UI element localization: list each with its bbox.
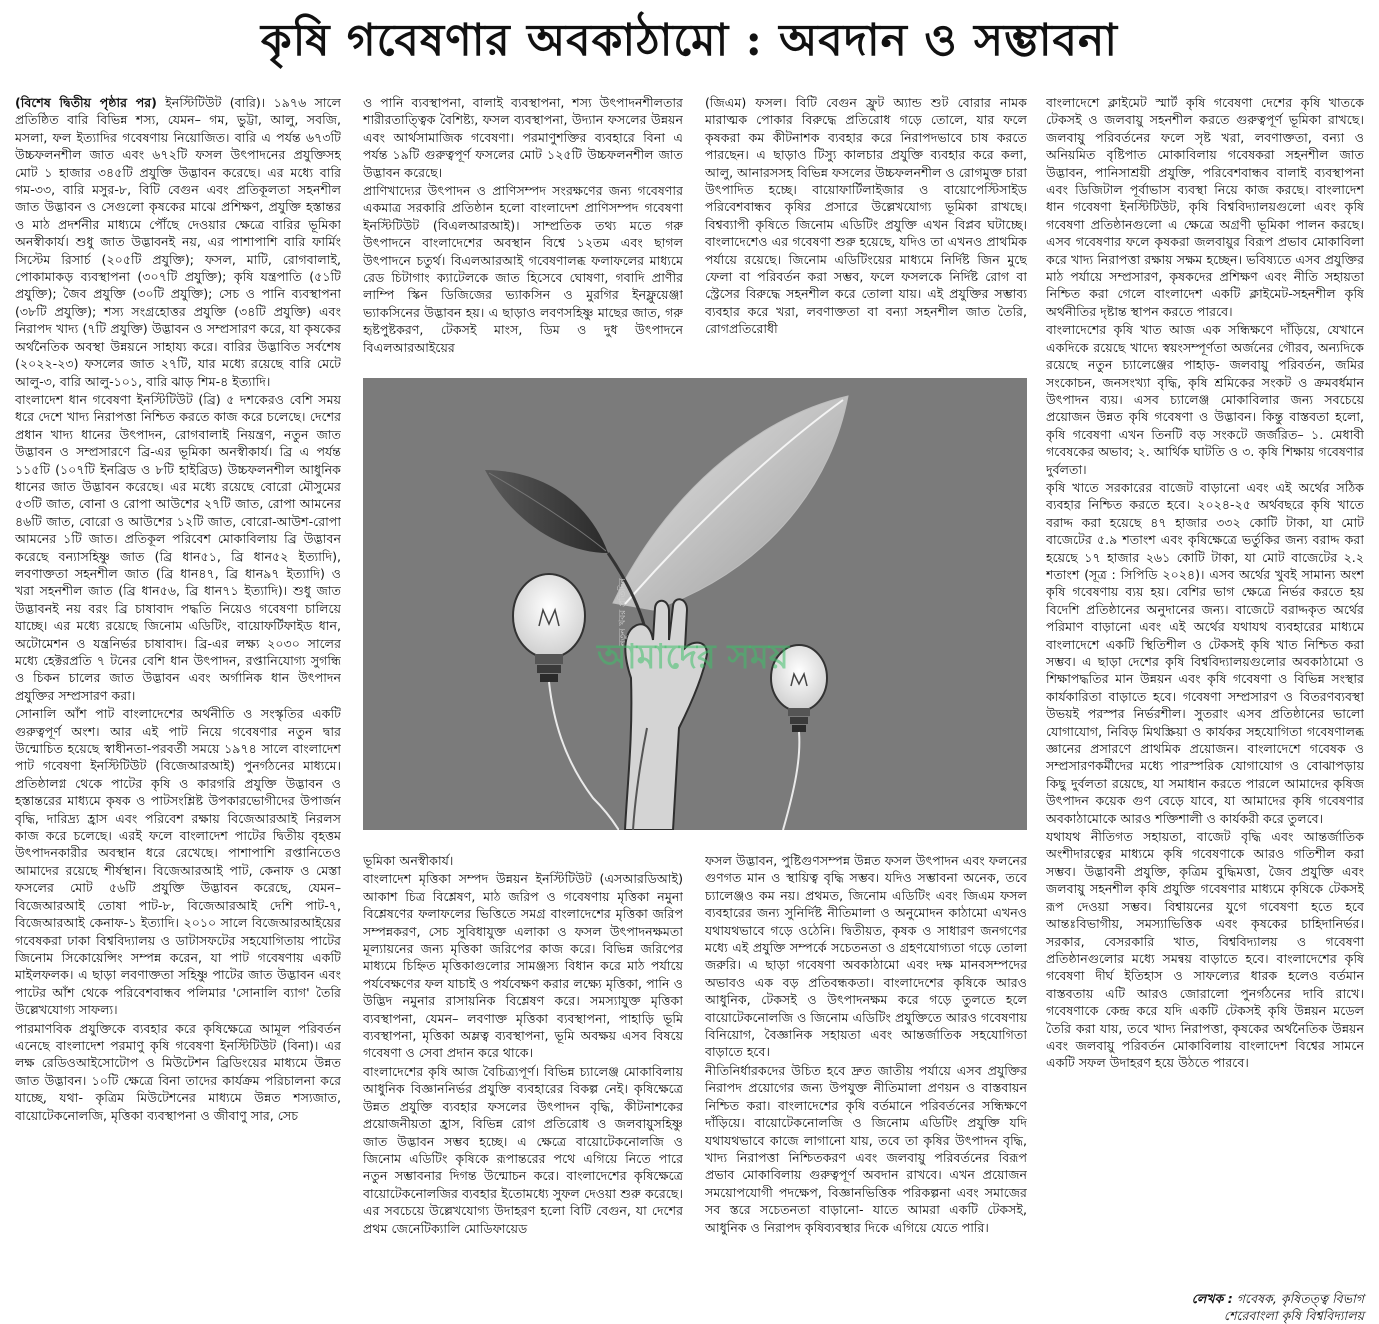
article-column-1 <box>15 94 341 1311</box>
paragraph: বাংলাদেশ ধান গবেষণা ইনস্টিটিউট (ব্রি) ৫ দশকেরও বেশি সময় ধরে দেশে খাদ্য নিরাপত্তা নিশ্চিত করতে কাজ করে চলেছে। দেশের প্রধান খাদ্য ধানের উৎপাদন, রোগবালাই নিয়ন্ত্রণ, নতুন জাত উদ্ভাবন ও সম্প্রসারণে ব্রি-এর ভূমিকা অনস্বীকার্য। ব্রি এ পর্যন্ত ১১৫টি (১০৭টি ইনব্রিড ও ৮টি হাইব্রিড) উচ্চফলনশীল আধুনিক ধানের জাত উদ্ভাবন করেছে। এর মধ্যে রয়েছে বোরো মৌসুমের ৫৩টি জাত, বোনা ও রোপা আউশের ২৭টি জাত, রোপা আমনের ৪৬টি জাত, বোরো ও আউশের ১২টি জাত, বোরো-আউশ-রোপা আমনের ১টি জাত। প্রতিকূল পরিবেশ মোকাবিলায় ব্রি উদ্ভাবন করেছে বন্যাসহিষ্ণু জাত (ব্রি ধান৫১, ব্রি ধান৫২ ইত্যাদি), লবণাক্ততা সহনশীল জাত (ব্রি ধান৪৭, ব্রি ধান৯৭ ইত্যাদি) ও খরা সহনশীল জাত (ব্রি ধান৫৬, ব্রি ধান৭১ ইত্যাদি)। শুধু জাত উদ্ভাবনই নয় বরং ব্রি চাষাবাদ পদ্ধতি নিয়েও গবেষণা চালিয়ে যাচ্ছে। এর মধ্যে রয়েছে জিনোম এডিটিং, বায়োফর্টিফাইড ধান, অটোমেশন ও যন্ত্রনির্ভর চাষাবাদ। ব্রি-এর লক্ষ্য ২০৩০ সালের মধ্যে হেক্টরপ্রতি ৭ টনের বেশি ধান উৎপাদন, রপ্তানিযোগ্য সুগন্ধি ও চিকন চালের জাত উদ্ভাবন এবং অর্গানিক ধান উৎপাদন প্রযুক্তির সম্প্রসারণ করা। <box>15 391 341 703</box>
headline: কৃষি গবেষণার অবকাঠামো : অবদান ও সম্ভাবনা <box>260 15 1119 66</box>
paragraph: বাংলাদেশে ক্লাইমেট স্মার্ট কৃষি গবেষণা দেশের কৃষি খাতকে টেকসই ও জলবায়ু সহনশীল করতে গুরুত্বপূর্ণ ভূমিকা রাখছে। জলবায়ু পরিবর্তনের ফলে সৃষ্ট খরা, লবণাক্ততা, বন্যা ও অনিয়মিত বৃষ্টিপাত মোকাবিলায় গবেষকরা সহনশীল জাত উদ্ভাবন, পানিসাশ্রয়ী প্রযুক্তি, পরিবেশবান্ধব বালাই ব্যবস্থাপনা এবং ডিজিটাল পূর্বাভাস ব্যবস্থা নিয়ে কাজ করছে। বাংলাদেশ ধান গবেষণা ইনস্টিটিউট, কৃষি বিশ্ববিদ্যালয়গুলো এবং কৃষি গবেষণা প্রতিষ্ঠানগুলো এ ক্ষেত্রে অগ্রণী ভূমিকা পালন করছে। এসব গবেষণার ফলে কৃষকরা জলবায়ুর বিরূপ প্রভাব মোকাবিলা করে খাদ্য নিরাপত্তা রক্ষায় সক্ষম হচ্ছেন। ভবিষ্যতে এসব প্রযুক্তির মাঠ পর্যায়ে সম্প্রসারণ, কৃষকদের প্রশিক্ষণ এবং নীতি সহায়তা নিশ্চিত করা গেলে বাংলাদেশ একটি ক্লাইমেট-সহনশীল কৃষি অর্থনীতির দৃষ্টান্ত স্থাপন করতে পারবে। <box>1046 95 1364 319</box>
paragraph: নীতিনির্ধারকদের উচিত হবে দ্রুত জাতীয় পর্যায়ে এসব প্রযুক্তির নিরাপদ প্রয়োগের জন্য উপযুক্ত নীতিমালা প্রণয়ন ও বাস্তবায়ন নিশ্চিত করা। বাংলাদেশের কৃষি বর্তমানে পরিবর্তনের সন্ধিক্ষণে দাঁড়িয়ে। বায়োটেকনোলজি ও জিনোম এডিটিং প্রযুক্তি যদি যথাযথভাবে কাজে লাগানো যায়, তবে তা কৃষির উৎপাদন বৃদ্ধি, খাদ্য নিরাপত্তা নিশ্চিতকরণ এবং জলবায়ু পরিবর্তনের বিরূপ প্রভাব মোকাবিলায় গুরুত্বপূর্ণ অবদান রাখবে। এখন প্রয়োজন সময়োপযোগী পদক্ষেপ, বিজ্ঞানভিত্তিক পরিকল্পনা এবং সমাজের সব স্তরে সচেতনতা বাড়ানো- যাতে আমরা একটি টেকসই, আধুনিক ও নিরাপদ কৃষিব্যবস্থার দিকে এগিয়ে যেতে পারি। <box>705 1062 1027 1235</box>
byline-line2: শেরেবাংলা কৃষি বিশ্ববিদ্যালয় <box>1223 1308 1364 1323</box>
paragraph: কৃষি খাতে সরকারের বাজেট বাড়ানো এবং এই অর্থের সঠিক ব্যবহার নিশ্চিত করতে হবে। ২০২৪-২৫ অর্থবছরে কৃষি খাতে বরাদ্দ করা হয়েছে ৪৭ হাজার ৩৩২ কোটি টাকা, যা মোট বাজেটের ৫.৯ শতাংশ এবং কৃষিক্ষেত্রে ভর্তুকির জন্য বরাদ্দ করা হয়েছে ১৭ হাজার ২৬১ কোটি টাকা, যা মোট বাজেটের ২.২ শতাংশ (সূত্র : সিপিডি ২০২৪)। এসব অর্থের খুবই সামান্য অংশ কৃষি গবেষণায় ব্যয় হয়। বেশির ভাগ ক্ষেত্রে নির্ভর করতে হয় বিদেশি প্রতিষ্ঠানের অনুদানের জন্য। বাজেটে বরাদ্দকৃত অর্থের পরিমাণ বাড়ানো এবং এই অর্থের যথাযথ ব্যবহারের মাধ্যমে বাংলাদেশে একটি স্থিতিশীল ও টেকসই কৃষি খাত নিশ্চিত করা সম্ভব। এ ছাড়া দেশের কৃষি বিশ্ববিদ্যালয়গুলোর অবকাঠামো ও শিক্ষাপদ্ধতির মান উন্নয়ন এবং কৃষি গবেষণা ও বিভিন্ন সংস্থার কার্যকারিতা বাড়াতে হবে। গবেষণা সম্প্রসারণ ও বিতরণব্যবস্থা উভয়ই পরস্পর নির্ভরশীল। সুতরাং এসব প্রতিষ্ঠানের ভালো যোগাযোগ, নিবিড় মিথস্ক্রিয়া ও কার্যকর সহযোগিতা গবেষণালব্ধ জ্ঞানের প্রসারণে প্রাথমিক প্রয়োজন। বাংলাদেশে গবেষক ও সম্প্রসারণকর্মীদের মধ্যে পারস্পরিক যোগাযোগ ও বোঝাপড়ায় কিছু দুর্বলতা রয়েছে, যা সমাধান করতে পারলে আমাদের কৃষিজ উৎপাদন কয়েক গুণ বেড়ে যাবে, যা আমাদের কৃষি গবেষণার অবকাঠামোকে আরও শক্তিশালী ও কার্যকরী করে তুলবে। <box>1046 479 1364 826</box>
article-column-3-top <box>705 94 1027 370</box>
article-column-2-top <box>363 94 683 370</box>
paragraph: বাংলাদেশের কৃষি খাত আজ এক সন্ধিক্ষণে দাঁড়িয়ে, যেখানে একদিকে রয়েছে খাদ্যে স্বয়ংসম্পূর্ণতা অর্জনের গৌরব, অন্যদিকে রয়েছে নতুন চ্যালেঞ্জের পাহাড়- জলবায়ু পরিবর্তন, জমির সংকোচন, জনসংখ্যা বৃদ্ধি, কৃষি শ্রমিকের সংকট ও ক্রমবর্ধমান উৎপাদন ব্যয়। এসব চ্যালেঞ্জ মোকাবিলার জন্য সবচেয়ে প্রয়োজন উন্নত কৃষি গবেষণা ও উদ্ভাবন। কিন্তু বাস্তবতা হলো, কৃষি গবেষণা এখন তিনটি বড় সংকটে জর্জরিত– ১. মেধাবী গবেষকের অভাব; ২. আর্থিক ঘাটতি ও ৩. কৃষি শিক্ষায় গবেষণার দুর্বলতা। <box>1046 322 1364 477</box>
watermark-small: নতুন খবর প্রতিদিন <box>618 578 628 646</box>
continuation-lead: (বিশেষ দ্বিতীয় পৃষ্ঠার পর) <box>15 95 157 110</box>
paragraph: বাংলাদেশ মৃত্তিকা সম্পদ উন্নয়ন ইনস্টিটিউট (এসআরডিআই) আকাশ চিত্র বিশ্লেষণ, মাঠ জরিপ ও গবেষণায় মৃত্তিকা নমুনা বিশ্লেষণের ফলাফলের ভিত্তিতে সমগ্র বাংলাদেশের মৃত্তিকা জরিপ সম্পন্নকরণ, সেচ সুবিধাযুক্ত এলাকা ও ফসল উৎপাদনক্ষমতা মূল্যায়নের জন্য মৃত্তিকা জরিপের কাজ করে। বিভিন্ন জরিপের মাধ্যমে চিহ্নিত মৃত্তিকাগুলোর সামঞ্জস্য বিধান করে মাঠ পর্যায়ে পর্যবেক্ষণের ফল যাচাই ও পর্যবেক্ষণ করার লক্ষ্যে মৃত্তিকা, পানি ও উদ্ভিদ নমুনার রাসায়নিক বিশ্লেষণ করে। সমস্যাযুক্ত মৃত্তিকা ব্যবস্থাপনা, যেমন– লবণাক্ত মৃত্তিকা ব্যবস্থাপনা, পাহাড়ি ভূমি ব্যবস্থাপনা, মৃত্তিকা অম্লত্ব ব্যবস্থাপনা, ভূমি অবক্ষয় এসব বিষয়ে গবেষণা ও সেবা প্রদান করে থাকে। <box>363 871 683 1061</box>
paragraph: (জিএম) ফসল। বিটি বেগুন ফ্রুট অ্যান্ড শুট বোরার নামক মারাত্মক পোকার বিরুদ্ধে প্রতিরোধ গড়ে তোলে, যার ফলে কৃষকরা কম কীটনাশক ব্যবহার করে নিরাপদভাবে চাষ করতে পারছেন। এ ছাড়াও টিস্যু কালচার প্রযুক্তি ব্যবহার করে কলা, আলু, আনারসসহ বিভিন্ন ফসলের উচ্চফলনশীল ও রোগমুক্ত চারা উৎপাদিত হচ্ছে। বায়োফার্টিলাইজার ও বায়োপেস্টিসাইড পরিবেশবান্ধব কৃষির প্রসারে উল্লেখযোগ্য ভূমিকা রাখছে। বিশ্বব্যাপী কৃষিতে জিনোম এডিটিং প্রযুক্তি এখন বিপ্লব ঘটাচ্ছে। বাংলাদেশেও এর গবেষণা শুরু হয়েছে, যদিও তা এখনও প্রাথমিক পর্যায়ে রয়েছে। জিনোম এডিটিংয়ের মাধ্যমে নির্দিষ্ট জিন মুছে ফেলা বা পরিবর্তন করা সম্ভব, ফলে ফসলকে নির্দিষ্ট রোগ বা স্ট্রেসের বিরুদ্ধে সহনশীল করে তোলা যায়। এই প্রযুক্তির সম্ভাব্য ব্যবহার করে খরা, লবণাক্ততা বা বন্যা সহনশীল জাত তৈরি, রোগপ্রতিরোধী <box>705 95 1027 337</box>
paragraph: (বিশেষ দ্বিতীয় পৃষ্ঠার পর) ইনস্টিটিউট (বারি)। ১৯৭৬ সালে প্রতিষ্ঠিত বারি বিভিন্ন শস্য, যেমন– গম, ভুট্টা, আলু, সবজি, মসলা, ফল ইত্যাদির গবেষণায় নিয়োজিত। বারি এ পর্যন্ত ৬৭৩টি উচ্চফলনশীল জাত এবং ৬৭২টি ফসল উৎপাদনের প্রযুক্তিসহ মোট ১ হাজার ৩৪৫টি প্রযুক্তি উদ্ভাবন করেছে। এর মধ্যে বারি গম-৩৩, বারি মসুর-৮, বিটি বেগুন এবং প্রতিকূলতা সহনশীল জাত উদ্ভাবন ও সেগুলো কৃষকের মাঝে প্রশিক্ষণ, প্রযুক্তি হস্তান্তর ও মাঠ প্রদর্শনীর মাধ্যমে পৌঁছে দেওয়ার ক্ষেত্রে বারির ভূমিকা অনস্বীকার্য। শুধু জাত উদ্ভাবনই নয়, এর পাশাপাশি বারি ফার্মিং সিস্টেম রিসার্চ (২০৫টি প্রযুক্তি); ফসল, মাটি, রোগবালাই, পোকামাকড় ব্যবস্থাপনা (৩০৭টি প্রযুক্তি); কৃষি যন্ত্রপাতি (৫১টি প্রযুক্তি); জৈব প্রযুক্তি (৩০টি প্রযুক্তি); সেচ ও পানি ব্যবস্থাপনা (৩৮টি প্রযুক্তি); শস্য সংগ্রহোত্তর প্রযুক্তি (৩৪টি প্রযুক্তি) এবং নিরাপদ খাদ্য (৭টি প্রযুক্তি) উদ্ভাবন ও সম্প্রসারণ করে, যা কৃষকের অর্থনৈতিক অবস্থা উন্নয়নে সাহায্য করে। বারির উদ্ভাবিত সর্বশেষ (২০২২-২৩) ফসলের জাত ২৭টি, যার মধ্যে রয়েছে বারি মেটে আলু-৩, বারি আলু-১০১, বারি ঝাড় শিম-৪ ইত্যাদি। <box>15 95 341 389</box>
paragraph: ফসল উদ্ভাবন, পুষ্টিগুণসম্পন্ন উন্নত ফসল উৎপাদন এবং ফলনের গুণগত মান ও স্থায়িত্ব বৃদ্ধি সম্ভব। যদিও সম্ভাবনা অনেক, তবে চ্যালেঞ্জও কম নয়। প্রথমত, জিনোম এডিটিং এবং জিএম ফসল ব্যবহারের জন্য সুনির্দিষ্ট নীতিমালা ও অনুমোদন কাঠামো এখনও যথাযথভাবে গড়ে ওঠেনি। দ্বিতীয়ত, কৃষক ও সাধারণ জনগণের মধ্যে এই প্রযুক্তি সম্পর্কে সচেতনতা ও গ্রহণযোগ্যতা গড়ে তোলা জরুরি। এ ছাড়া গবেষণা অবকাঠামো এবং দক্ষ মানবসম্পদের অভাবও এক বড় প্রতিবন্ধকতা। বাংলাদেশের কৃষিকে আরও আধুনিক, টেকসই ও উৎপাদনক্ষম করে গড়ে তুলতে হলে বায়োটেকনোলজি ও জিনোম এডিটিং প্রযুক্তিতে আরও গবেষণায় বিনিয়োগ, বৈজ্ঞানিক সহায়তা এবং আন্তর্জাতিক সহযোগিতা বাড়াতে হবে। <box>705 853 1027 1060</box>
article-column-2-bottom <box>363 852 683 1311</box>
paragraph: বাংলাদেশের কৃষি আজ বৈচিত্র্যপূর্ণ। বিভিন্ন চ্যালেঞ্জ মোকাবিলায় আধুনিক বিজ্ঞাননির্ভর প্রযুক্তি ব্যবহারের বিকল্প নেই। কৃষিক্ষেত্রে উন্নত প্রযুক্তি ব্যবহার ফসলের উৎপাদন বৃদ্ধি, কীটনাশকের প্রয়োজনীয়তা হ্রাস, বিভিন্ন রোগ প্রতিরোধ ও জলবায়ুসহিষ্ণু জাত উদ্ভাবন সম্ভব হচ্ছে। এ ক্ষেত্রে বায়োটেকনোলজি ও জিনোম এডিটিং কৃষিকে রূপান্তরের পথে এগিয়ে নিতে পারে নতুন সম্ভাবনার দিগন্ত উন্মোচন করে। বাংলাদেশের কৃষিক্ষেত্রে বায়োটেকনোলজির ব্যবহার ইতোমধ্যে সুফল দেওয়া শুরু করেছে। এর সবচেয়ে উল্লেখযোগ্য উদাহরণ হলো বিটি বেগুন, যা দেশের প্রথম জেনেটিক্যালি মোডিফায়েড <box>363 1063 683 1236</box>
byline-line1: গবেষক, কৃষিতত্ত্ব বিভাগ <box>1236 1291 1364 1306</box>
paragraph: পারমাণবিক প্রযুক্তিকে ব্যবহার করে কৃষিক্ষেত্রে আমূল পরিবর্তন এনেছে বাংলাদেশ পরমাণু কৃষি গবেষণা ইনস্টিটিউট (বিনা)। এর লক্ষ রেডিওআইসোটোপ ও মিউটেশন ব্রিডিংয়ের মাধ্যমে উন্নত জাত উদ্ভাবন। ১০টি ক্ষেত্রে বিনা তাদের কার্যক্রম পরিচালনা করে যাচ্ছে, যথা- কৃত্রিম মিউটেশনের মাধ্যমে উন্নত শস্যজাত, বায়োটেকনোলজি, মৃত্তিকা ব্যবস্থাপনা ও জীবাণু সার, সেচ <box>15 1020 341 1123</box>
author-byline <box>1046 1290 1364 1324</box>
article-column-3-bottom <box>705 852 1027 1311</box>
paragraph: প্রাণিখাদ্যের উৎপাদন ও প্রাণিসম্পদ সংরক্ষণের জন্য গবেষণার একমাত্র সরকারি প্রতিষ্ঠান হলো বাংলাদেশ প্রাণিসম্পদ গবেষণা ইনস্টিটিউট (বিএলআরআই)। সাম্প্রতিক তথ্য মতে গরু উৎপাদনে বাংলাদেশের অবস্থান বিশ্বে ১২তম এবং ছাগল উৎপাদনে চতুর্থ। বিএলআরআই গবেষণালব্ধ ফলাফলের মাধ্যমে রেড চিটাগাং ক্যাটেলকে জাত হিসেবে ঘোষণা, গবাদি প্রাণীর লাম্পি স্কিন ডিজিজের ভ্যাকসিন ও মুরগির ইনফ্লুয়েঞ্জা ভ্যাকসিনের উদ্ভাবন হয়। এ ছাড়াও লবণসহিষ্ণু মাছের জাত, গরু হৃষ্টপুষ্টকরণ, টেকসই মাংস, ডিম ও দুধ উৎপাদনে বিএলআরআইয়ের <box>363 183 683 355</box>
byline-label: লেখক : <box>1191 1291 1233 1306</box>
paragraph: ও পানি ব্যবস্থাপনা, বালাই ব্যবস্থাপনা, শস্য উৎপাদনশীলতার শারীরতাত্ত্বিক বৈশিষ্ট্য, ফসল ব্যবস্থাপনা, উদ্যান ফসলের উন্নয়ন এবং আর্থসামাজিক গবেষণা। পরমাণুশক্তির ব্যবহারে বিনা এ পর্যন্ত ১৯টি গুরুত্বপূর্ণ ফসলের মোট ১২৫টি উচ্চফলনশীল জাত উদ্ভাবন করেছে। <box>363 95 683 180</box>
paragraph: যথাযথ নীতিগত সহায়তা, বাজেট বৃদ্ধি এবং আন্তর্জাতিক অংশীদারত্বের মাধ্যমে কৃষি গবেষণাকে আরও গতিশীল করা সম্ভব। উদ্ভাবনী প্রযুক্তি, কৃত্রিম বুদ্ধিমত্তা, জৈব প্রযুক্তি এবং জলবায়ু সহনশীল কৃষি প্রযুক্তি গবেষণার মাধ্যমে কৃষিকে টেকসই রূপ দেওয়া সম্ভব। বিশ্বায়নের যুগে গবেষণা হতে হবে আন্তঃবিভাগীয়, সমস্যাভিত্তিক এবং কৃষকের চাহিদানির্ভর। সরকার, বেসরকারি খাত, বিশ্ববিদ্যালয় ও গবেষণা প্রতিষ্ঠানগুলোর মধ্যে সমন্বয় বাড়াতে হবে। বাংলাদেশের কৃষি গবেষণা দীর্ঘ ইতিহাস ও সাফল্যের ধারক হলেও বর্তমান বাস্তবতায় এটি আরও জোরালো পুনর্গঠনের দাবি রাখে। গবেষণাকে কেন্দ্র করে যদি একটি টেকসই কৃষি উন্নয়ন মডেল তৈরি করা যায়, তবে খাদ্য নিরাপত্তা, কৃষকের অর্থনৈতিক উন্নয়ন এবং জলবায়ু পরিবর্তন মোকাবিলায় বাংলাদেশ বিশ্বের সামনে একটি সফল উদাহরণ হয়ে উঠতে পারবে। <box>1046 829 1364 1071</box>
paragraph: সোনালি আঁশ পাট বাংলাদেশের অর্থনীতি ও সংস্কৃতির একটি গুরুত্বপূর্ণ অংশ। আর এই পাট নিয়ে গবেষণার নতুন দ্বার উন্মোচিত হয়েছে স্বাধীনতা-পরবর্তী সময়ে ১৯৭৪ সালে বাংলাদেশ পাট গবেষণা ইনস্টিটিউট (বিজেআরআই) পুনর্গঠনের মাধ্যমে। প্রতিষ্ঠালগ্ন থেকে পাটের কৃষি ও কারগরি প্রযুক্তি উদ্ভাবন ও হস্তান্তরের মাধ্যমে কৃষক ও পাটসংশ্লিষ্ট উপকারভোগীদের উপার্জন বৃদ্ধি, দারিদ্র্য হ্রাস এবং পরিবেশ রক্ষায় বিজেআরআই নিরলস কাজ করে চলেছে। এরই ফলে বাংলাদেশ পাটের দ্বিতীয় বৃহত্তম উৎপাদনকারীর অবস্থান ধরে রেখেছে। পাশাপাশি রপ্তানিতেও আমাদের রয়েছে শীর্ষস্থান। বিজেআরআই পাট, কেনাফ ও মেস্তা ফসলের মোট ৫৬টি প্রযুক্তি উদ্ভাবন করেছে, যেমন– বিজেআরআই তোষা পাট-৮, বিজেআরআই দেশি পাট-৭, বিজেআরআই কেনাফ-১ ইত্যাদি। ২০১০ সালে বিজেআরআইয়ের গবেষকরা ঢাকা বিশ্ববিদ্যালয় ও ডাটাসফটের সহযোগিতায় পাটের জিনোম সিকোয়েন্সিং সম্পন্ন করেন, যা পাট গবেষণায় একটি মাইলফলক। এ ছাড়া লবণাক্ততা সহিষ্ণু পাটের জাত উদ্ভাবন এবং পাটের আঁশ থেকে পরিবেশবান্ধব পলিমার 'সোনালি ব্যাগ' তৈরি উল্লেখযোগ্য সাফল্য। <box>15 706 341 1018</box>
watermark: আমাদের সময় <box>597 637 789 677</box>
illustration-photo <box>363 378 1027 830</box>
paragraph: ভূমিকা অনস্বীকার্য। <box>363 853 454 868</box>
hand-leaves-bulbs-illustration <box>363 378 1027 830</box>
article-column-4 <box>1046 94 1364 1284</box>
